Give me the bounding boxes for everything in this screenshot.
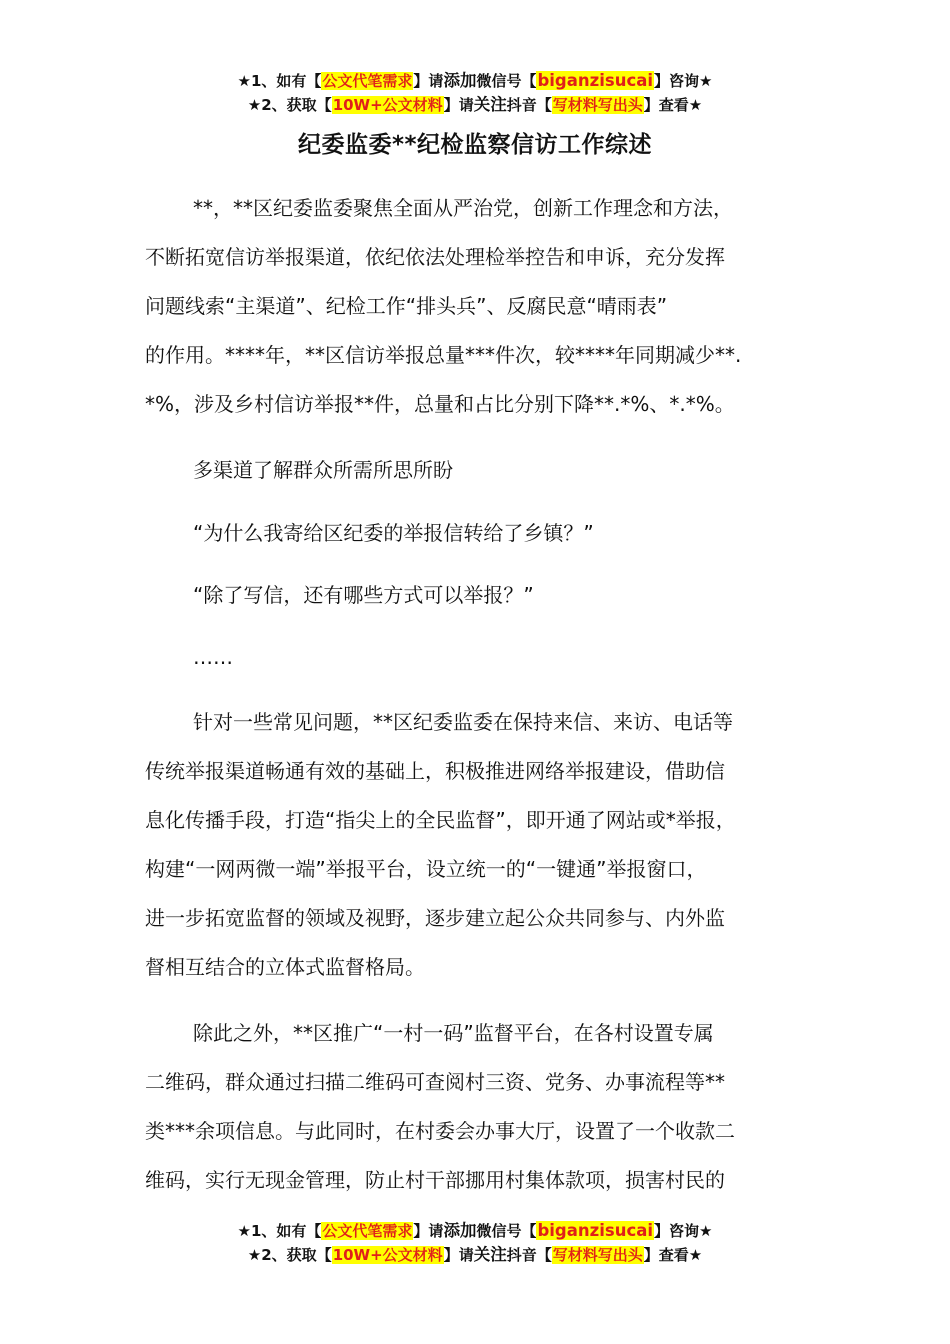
banner-text: ★1、如有【 — [237, 72, 322, 90]
paragraph-2 — [145, 698, 825, 992]
banner-line-1 — [0, 1219, 950, 1243]
banner-emphasis: 关注 — [473, 1245, 507, 1264]
text-line: 传统举报渠道畅通有效的基础上，积极推进网络举报建设，借助信 — [145, 759, 725, 783]
banner-text: 】咨询★ — [654, 1222, 713, 1240]
banner-line-1 — [0, 69, 950, 93]
banner-emphasis: 关注 — [473, 95, 507, 114]
question-text: “除了写信，还有哪些方式可以举报？” — [193, 583, 534, 607]
banner-highlight-douyin: 写材料写出头 — [552, 96, 643, 114]
banner-text: 抖音【 — [506, 96, 552, 114]
ellipsis-text: …… — [193, 645, 233, 669]
banner-emphasis: 添加 — [443, 1221, 477, 1240]
question-2 — [145, 571, 825, 620]
text-line: 问题线索“主渠道”、纪检工作“排头兵”、反腐民意“晴雨表” — [145, 294, 668, 318]
text-line: 构建“一网两微一端”举报平台，设立统一的“一键通”举报窗口， — [145, 857, 707, 881]
banner-text: 】请 — [443, 96, 474, 114]
banner-highlight: 公文代笔需求 — [322, 1222, 413, 1240]
section-heading — [145, 446, 825, 495]
text-line: 的作用。****年，**区信访举报总量***件次，较****年同期减少**. — [145, 343, 742, 367]
bottom-banner — [0, 1219, 950, 1267]
banner-text: 】请 — [413, 72, 444, 90]
question-1 — [145, 509, 825, 558]
text-line: 息化传播手段，打造“指尖上的全民监督”，即开通了网站或*举报， — [145, 808, 736, 832]
top-banner — [0, 69, 950, 117]
banner-text: 抖音【 — [506, 1246, 552, 1264]
banner-highlight: 10W+公文材料 — [332, 1246, 443, 1264]
question-text: “为什么我寄给区纪委的举报信转给了乡镇？” — [193, 521, 594, 545]
text-line: 二维码，群众通过扫描二维码可查阅村三资、党务、办事流程等** — [145, 1070, 725, 1094]
text-line: 督相互结合的立体式监督格局。 — [145, 955, 425, 979]
document-title: 纪委监委**纪检监察信访工作综述 — [297, 132, 653, 158]
banner-text: 】请 — [443, 1246, 474, 1264]
banner-text: 】咨询★ — [654, 72, 713, 90]
banner-highlight: 10W+公文材料 — [332, 96, 443, 114]
banner-text: ★1、如有【 — [237, 1222, 322, 1240]
text-line: *%，涉及乡村信访举报**件，总量和占比分别下降**.*%、*.*%。 — [145, 392, 735, 416]
section-heading-text: 多渠道了解群众所需所思所盼 — [193, 458, 453, 482]
banner-highlight-douyin: 写材料写出头 — [552, 1246, 643, 1264]
banner-highlight: 公文代笔需求 — [322, 72, 413, 90]
banner-text: 】查看★ — [643, 1246, 703, 1264]
banner-text: 微信号【 — [476, 72, 537, 90]
paragraph-3 — [145, 1009, 825, 1205]
text-line: 针对一些常见问题，**区纪委监委在保持来信、来访、电话等 — [193, 710, 733, 734]
banner-text: 】查看★ — [643, 96, 703, 114]
text-line: 类***余项信息。与此同时，在村委会办事大厅，设置了一个收款二 — [145, 1119, 735, 1143]
banner-line-2 — [0, 93, 950, 117]
banner-highlight-wechat: biganzisucai — [537, 1221, 654, 1240]
banner-emphasis: 添加 — [443, 71, 477, 90]
banner-highlight-wechat: biganzisucai — [537, 71, 654, 90]
paragraph-1 — [145, 184, 825, 429]
text-line: 除此之外，**区推广“一村一码”监督平台，在各村设置专属 — [193, 1021, 714, 1045]
banner-text: ★2、获取【 — [247, 1246, 332, 1264]
ellipsis — [145, 633, 825, 682]
text-line: 维码，实行无现金管理，防止村干部挪用村集体款项，损害村民的 — [145, 1168, 725, 1192]
banner-line-2 — [0, 1243, 950, 1267]
banner-text: 】请 — [413, 1222, 444, 1240]
banner-text: 微信号【 — [476, 1222, 537, 1240]
text-line: 不断拓宽信访举报渠道，依纪依法处理检举控告和申诉，充分发挥 — [145, 245, 725, 269]
text-line: 进一步拓宽监督的领域及视野，逐步建立起公众共同参与、内外监 — [145, 906, 725, 930]
text-line: **，**区纪委监委聚焦全面从严治党，创新工作理念和方法， — [193, 196, 733, 220]
banner-text: ★2、获取【 — [247, 96, 332, 114]
